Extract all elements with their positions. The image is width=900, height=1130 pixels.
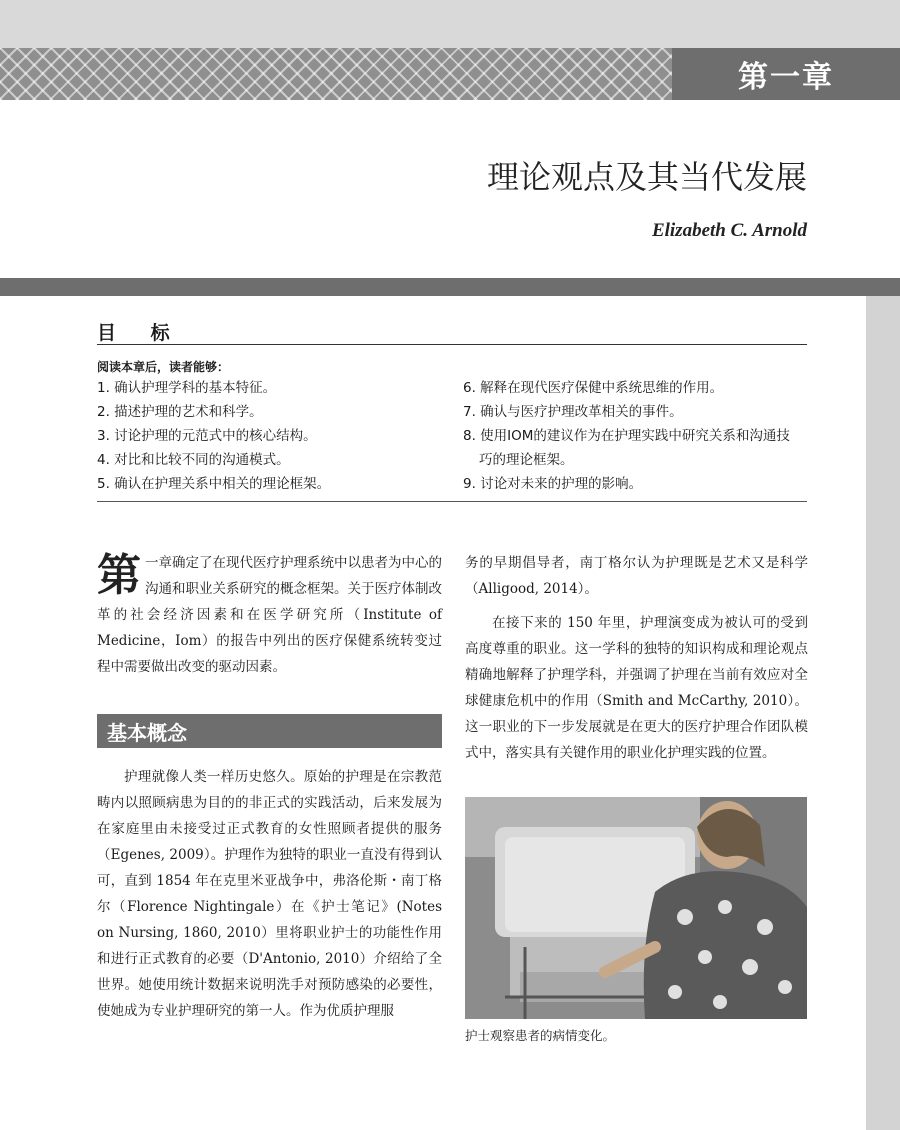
objective-item: 7. 确认与医疗护理改革相关的事件。 bbox=[463, 404, 683, 420]
objective-item: 1. 确认护理学科的基本特征。 bbox=[97, 380, 277, 396]
body-paragraph: 护理就像人类一样历史悠久。原始的护理是在宗教范畴内以照顾病患为目的的非正式的实践活动，后来发展为在家庭里由未接受过正式教育的女性照顾者提供的服务（Egenes, 2009）。护理作为独特的职业一直没有得到认可，直到 1854 年在克里米亚战争中，弗洛伦斯・南丁格尔（Florence Nightingale）在《护士笔记》(Notes on Nursing, 1860, 2010）里将职业护士的功能性作用和进行正式教育的必要（D'Antonio, 2010）介绍给了全世界。她使用统计数据来说明洗手对预防感染的必要性，使她成为专业护理研究的第一人。作为优质护理服 bbox=[97, 769, 442, 1019]
objective-item: 6. 解释在现代医疗保健中系统思维的作用。 bbox=[463, 380, 724, 396]
chapter-title: 理论观点及其当代发展 bbox=[486, 158, 807, 196]
objectives-list-left bbox=[97, 376, 447, 496]
photo-caption: 护士观察患者的病情变化。 bbox=[465, 1028, 616, 1043]
body-paragraph: 在接下来的 150 年里，护理演变成为被认可的受到高度尊重的职业。这一学科的独特的知识构成和理论观点精确地解释了护理学科，并强调了护理在当前有效应对全球健康危机中的作用（Smith and McCarthy, 2010）。这一职业的下一步发展就是在更大的医疗护理合作团队模式中，落实具有关键作用的职业化护理实践的位置。 bbox=[465, 615, 808, 761]
nurse-photo bbox=[465, 797, 807, 1019]
objectives-bottom-rule bbox=[97, 501, 807, 502]
chapter-label: 第一章 bbox=[672, 48, 900, 100]
page-edge-strip bbox=[866, 296, 900, 1130]
title-divider-bar bbox=[0, 278, 900, 296]
objectives-intro: 阅读本章后，读者能够： bbox=[97, 360, 230, 374]
body-paragraph-continued: 务的早期倡导者，南丁格尔认为护理既是艺术又是科学（Alligood, 2014）。 bbox=[465, 555, 808, 597]
objective-item: 5. 确认在护理关系中相关的理论框架。 bbox=[97, 476, 331, 492]
intro-paragraph bbox=[97, 550, 442, 680]
left-body-column bbox=[97, 764, 442, 1024]
objective-item-continued: 巧的理论框架。 bbox=[479, 452, 574, 468]
intro-column bbox=[97, 550, 442, 680]
objective-item: 2. 描述护理的艺术和科学。 bbox=[97, 404, 263, 420]
objective-item: 9. 讨论对未来的护理的影响。 bbox=[463, 476, 643, 492]
intro-text: 一章确定了在现代医疗护理系统中以患者为中心的沟通和职业关系研究的概念框架。关于医疗体制改革的社会经济因素和在医学研究所（Institute of Medicine，Iom）的报告中列出的医疗保健系统转变过程中需要做出改变的驱动因素。 bbox=[97, 555, 442, 675]
objective-item: 4. 对比和比较不同的沟通模式。 bbox=[97, 452, 290, 468]
objective-item: 8. 使用IOM的建议作为在护理实践中研究关系和沟通技 bbox=[463, 428, 790, 444]
objective-item: 3. 讨论护理的元范式中的核心结构。 bbox=[97, 428, 317, 444]
objectives-list-right bbox=[463, 376, 808, 496]
nurse-photo-illustration bbox=[465, 797, 807, 1019]
header-top-band bbox=[0, 0, 900, 48]
section-heading: 基本概念 bbox=[97, 714, 442, 748]
author-name: Elizabeth C. Arnold bbox=[651, 220, 807, 241]
drop-cap: 第 bbox=[97, 550, 141, 601]
objectives-heading: 目 标 bbox=[97, 318, 807, 345]
right-body-column bbox=[465, 550, 808, 766]
